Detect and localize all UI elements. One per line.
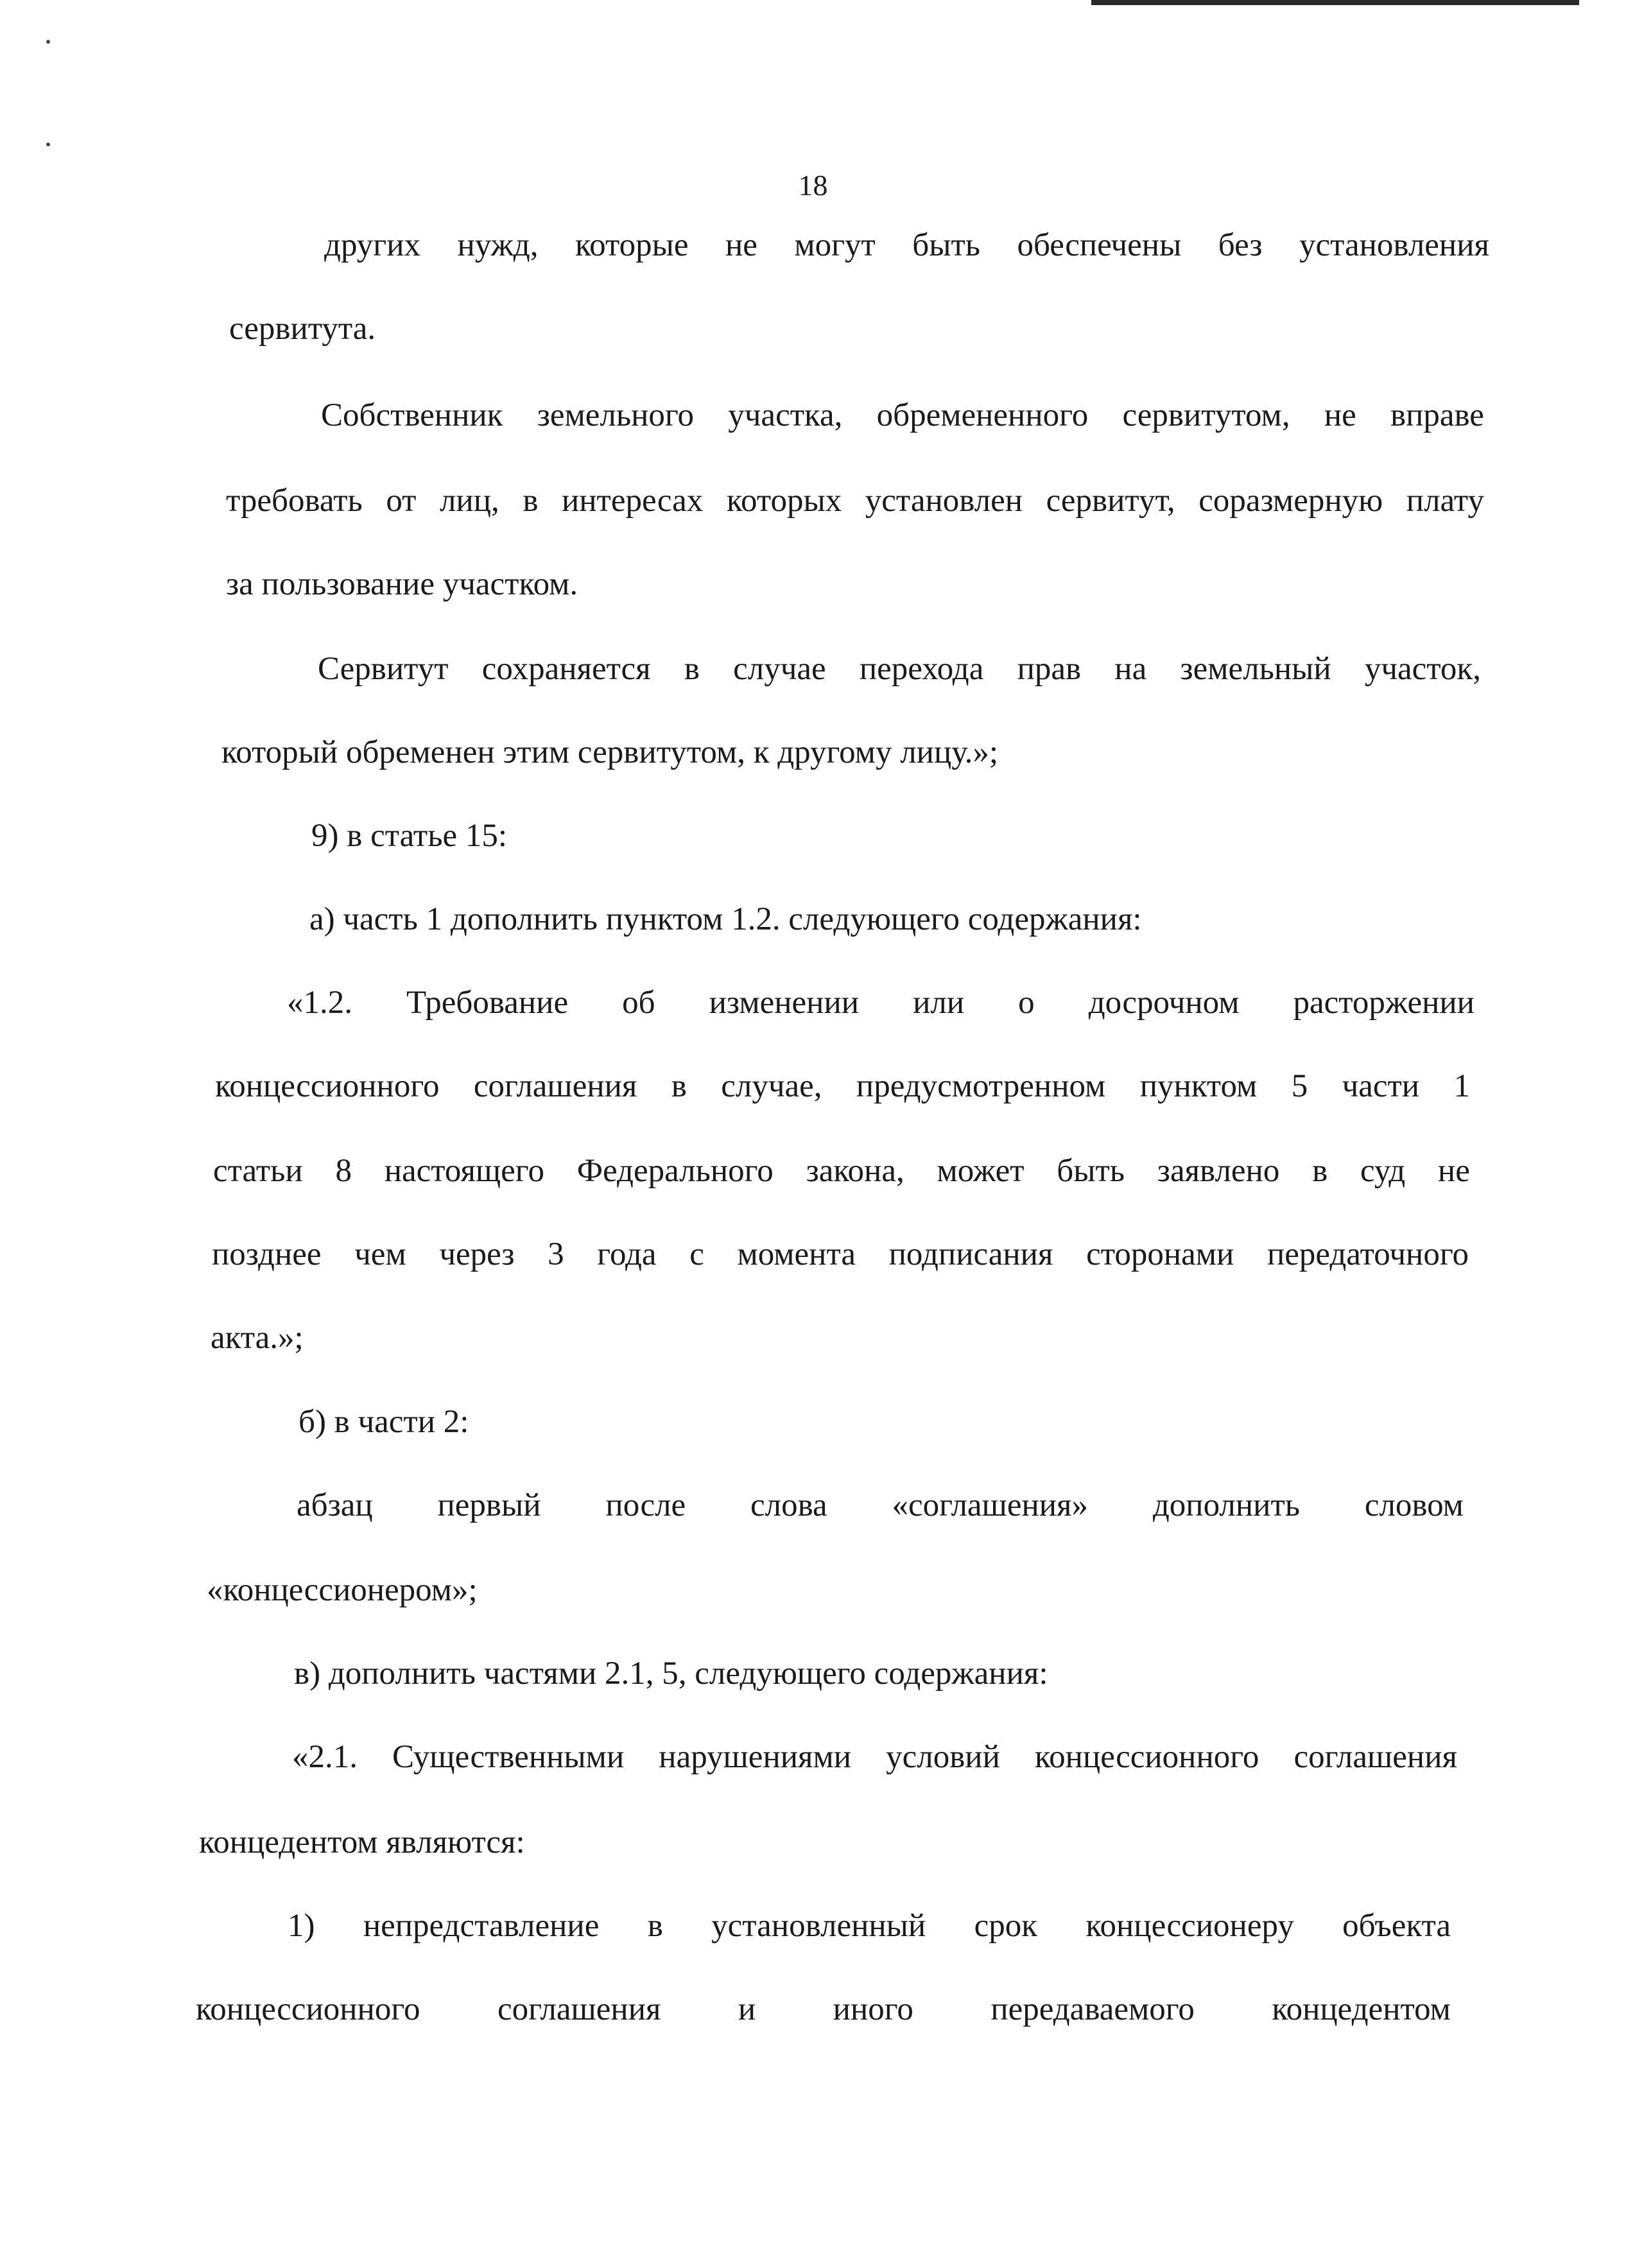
text-line: сервитута. [229, 311, 376, 347]
word: предусмотренном [856, 1068, 1106, 1104]
word: расторжении [1293, 985, 1475, 1021]
word: о [1018, 985, 1035, 1021]
word: без [1218, 227, 1263, 263]
word: земельный [1180, 651, 1331, 687]
word: вправе [1390, 397, 1484, 433]
word: быть [1057, 1153, 1125, 1189]
text-line [324, 225, 1489, 266]
word: «соглашения» [892, 1487, 1089, 1523]
word: досрочном [1088, 985, 1240, 1021]
word: установления [1299, 227, 1489, 263]
word: установленный [711, 1908, 926, 1944]
word: могут [794, 227, 876, 263]
word: через [439, 1236, 515, 1272]
word: дополнить [1152, 1487, 1300, 1523]
word: 8 [335, 1153, 352, 1189]
word: интересах [561, 483, 704, 519]
word: концедентом [1272, 1991, 1451, 2027]
word: быть [912, 227, 981, 263]
word: концессионного [196, 1991, 420, 2027]
word: в [684, 651, 700, 687]
word: 3 [548, 1236, 564, 1272]
text-line [215, 1066, 1470, 1107]
word: которых [726, 483, 842, 519]
word: непредставление [363, 1908, 600, 1944]
word: сохраняется [481, 651, 651, 687]
text-line: а) часть 1 дополнить пунктом 1.2. следующего содержания: [309, 901, 1142, 937]
page-number: 18 [798, 169, 828, 202]
word: с [689, 1236, 704, 1272]
text-line: «концессионером»; [207, 1572, 478, 1608]
word: концессионного [1034, 1739, 1259, 1775]
text-line [212, 1234, 1469, 1275]
text-line: который обременен этим сервитутом, к другому лицу.»; [221, 734, 999, 770]
word: 1 [1453, 1068, 1470, 1104]
word: подписания [888, 1236, 1053, 1272]
word: 5 [1291, 1068, 1308, 1104]
word: обеспечены [1017, 227, 1182, 263]
word: в [671, 1068, 687, 1104]
word: в [523, 483, 539, 519]
word: нарушениями [659, 1739, 852, 1775]
word: срок [974, 1908, 1037, 1944]
text-line [287, 982, 1475, 1023]
text-line: 9) в статье 15: [311, 818, 508, 854]
word: словом [1364, 1487, 1464, 1523]
scan-speck [46, 40, 50, 44]
word: или [913, 985, 965, 1021]
word: от [386, 483, 417, 519]
word: года [597, 1236, 657, 1272]
word: и [738, 1991, 756, 2027]
word: закона, [806, 1153, 904, 1189]
word: соглашения [473, 1068, 637, 1104]
word: абзац [297, 1487, 373, 1523]
word: 1) [288, 1908, 315, 1944]
text-line [292, 1736, 1457, 1778]
word: «1.2. [287, 985, 352, 1021]
text-line: в) дополнить частями 2.1, 5, следующего содержания: [294, 1656, 1048, 1692]
word: заявлено [1157, 1153, 1280, 1189]
word: в [647, 1908, 663, 1944]
word: позднее [212, 1236, 322, 1272]
word: требовать [226, 483, 363, 519]
word: статьи [213, 1153, 303, 1189]
word: передаваемого [990, 1991, 1195, 2027]
word: передаточного [1267, 1236, 1469, 1272]
word: соглашения [1293, 1739, 1457, 1775]
word: настоящего [384, 1153, 544, 1189]
word: «2.1. [292, 1739, 358, 1775]
word: Сервитут [318, 651, 449, 687]
word: обремененного [876, 397, 1089, 433]
word: случае [733, 651, 826, 687]
word: перехода [859, 651, 984, 687]
text-line [321, 395, 1484, 436]
word: изменении [709, 985, 860, 1021]
word: земельного [537, 397, 695, 433]
word: первый [437, 1487, 541, 1523]
word: не [1324, 397, 1356, 433]
word: объекта [1342, 1908, 1451, 1944]
word: пунктом [1139, 1068, 1258, 1104]
word: чем [354, 1236, 406, 1272]
word: в [1312, 1153, 1328, 1189]
word: суд [1360, 1153, 1406, 1189]
word: об [622, 985, 655, 1021]
word: Требование [406, 985, 569, 1021]
text-line [288, 1905, 1451, 1946]
word: Существенными [392, 1739, 625, 1775]
text-line: за пользование участком. [226, 566, 578, 602]
word: прав [1017, 651, 1082, 687]
word: на [1114, 651, 1147, 687]
word: иного [833, 1991, 913, 2027]
word: участка, [728, 397, 843, 433]
word: может [937, 1153, 1025, 1189]
word: условий [886, 1739, 1000, 1775]
word: после [605, 1487, 686, 1523]
word: не [725, 227, 757, 263]
word: плату [1406, 483, 1484, 519]
scan-edge-line [1091, 0, 1579, 5]
word: соразмерную [1198, 483, 1383, 519]
text-line [318, 648, 1481, 689]
word: Собственник [321, 397, 503, 433]
text-line: акта.»; [211, 1320, 304, 1356]
text-line [213, 1150, 1470, 1191]
word: случае, [721, 1068, 822, 1104]
word: момента [737, 1236, 856, 1272]
text-line [226, 480, 1484, 521]
word: нужд, [457, 227, 539, 263]
scan-speck [46, 143, 50, 146]
word: Федерального [576, 1153, 774, 1189]
word: соглашения [497, 1991, 661, 2027]
text-line [196, 1989, 1451, 2030]
word: концессионеру [1085, 1908, 1294, 1944]
word: которые [575, 227, 689, 263]
text-line: б) в части 2: [298, 1404, 469, 1440]
word: концессионного [215, 1068, 440, 1104]
word: других [324, 227, 420, 263]
text-line [297, 1485, 1464, 1526]
word: лиц, [439, 483, 499, 519]
word: сервитутом, [1122, 397, 1290, 433]
word: участок, [1364, 651, 1481, 687]
word: сторонами [1086, 1236, 1234, 1272]
text-line: концедентом являются: [199, 1824, 525, 1860]
word: установлен [865, 483, 1023, 519]
word: сервитут, [1046, 483, 1175, 519]
word: части [1342, 1068, 1420, 1104]
word: слова [750, 1487, 827, 1523]
word: не [1437, 1153, 1470, 1189]
